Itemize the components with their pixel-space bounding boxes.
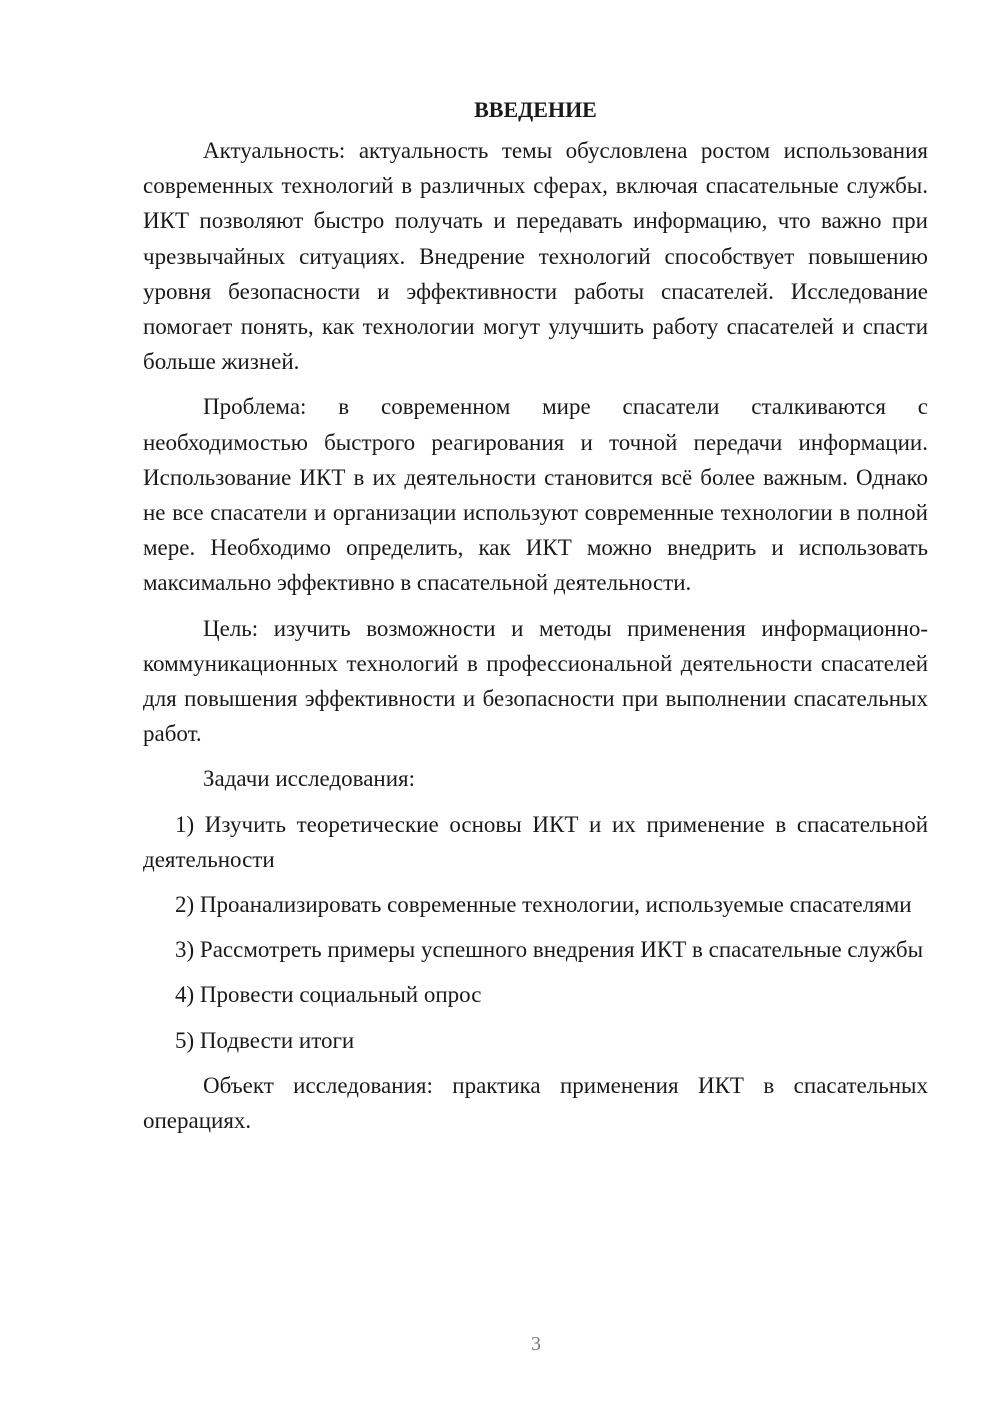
task-item: 5) Подвести итоги — [175, 1027, 355, 1053]
task-item: 4) Провести социальный опрос — [175, 982, 482, 1008]
paragraph-goal: Цель: изучить возможности и методы применения информационно-коммуникационных технологий в профессиональной деятельности спасателей для повышения эффективности и безопасности при выполнении спасательных работ. — [143, 615, 928, 747]
tasks-heading: Задачи исследования: — [203, 766, 416, 792]
paragraph-object: Объект исследования: практика применения ИКТ в спасательных операциях. — [143, 1072, 928, 1134]
task-item: 1) Изучить теоретические основы ИКТ и их применение в спасательной деятельности — [143, 811, 928, 872]
paragraph-relevance: Актуальность: актуальность темы обусловлена ростом использования современных технологий в различных сферах, включая спасательные службы. ИКТ позволяют быстро получать и передавать информацию, что важно при чрезвычайных ситуациях. Внедрение технологий способствует повышению уровня безопасности и эффективности работы спасателей. Исследование помогает понять, как технологии могут улучшить работу спасателей и спасти больше жизней. — [143, 138, 928, 375]
task-item: 2) Проанализировать современные технологии, используемые спасателями — [175, 892, 912, 918]
page-number: 3 — [531, 1333, 541, 1355]
page-title: ВВЕДЕНИЕ — [474, 97, 597, 122]
document-body — [143, 92, 928, 1148]
paragraph-problem: Проблема: в современном мире спасатели сталкиваются с необходимостью быстрого реагирования и точной передачи информации. Использование ИКТ в их деятельности становится всё более важным. Однако не все спасатели и организации используют современные технологии в полной мере. Необходимо определить, как ИКТ можно внедрить и использовать максимально эффективно в спасательной деятельности. — [143, 394, 928, 596]
task-item: 3) Рассмотреть примеры успешного внедрения ИКТ в спасательные службы — [175, 937, 924, 963]
